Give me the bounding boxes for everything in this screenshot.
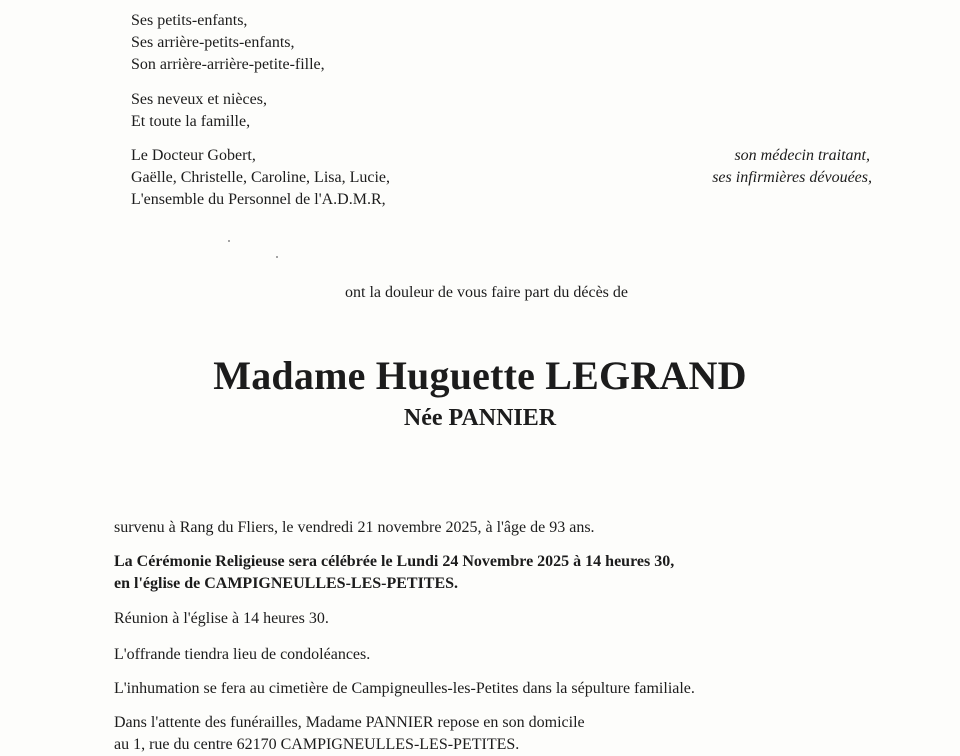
family-line: Son arrière-arrière-petite-fille, (131, 56, 325, 73)
paper-speck (228, 240, 230, 242)
maiden-name: Née PANNIER (403, 405, 557, 431)
paper-speck (276, 256, 278, 258)
meeting-info: Réunion à l'église à 14 heures 30. (114, 610, 329, 627)
ceremony-line: La Cérémonie Religieuse sera célébrée le Lundi 24 Novembre 2025 à 14 heures 30, (114, 553, 675, 570)
care-line: Le Docteur Gobert, (131, 147, 256, 164)
family-line: Ses petits-enfants, (131, 12, 248, 29)
care-line: Gaëlle, Christelle, Caroline, Lisa, Lucie, (131, 169, 391, 186)
ceremony-line: en l'église de CAMPIGNEULLES-LES-PETITES. (114, 575, 459, 592)
death-info: survenu à Rang du Fliers, le vendredi 21 novembre 2025, à l'âge de 93 ans. (114, 519, 595, 536)
care-role-line: ses infirmières dévouées, (712, 169, 872, 186)
burial-info: L'inhumation se fera au cimetière de Campigneulles-les-Petites dans la sépulture familiale. (114, 680, 695, 697)
announcement-text: ont la douleur de vous faire part du décès de (345, 284, 629, 301)
family-line: Et toute la famille, (131, 113, 251, 130)
offering-info: L'offrande tiendra lieu de condoléances. (114, 646, 371, 663)
care-role-line: son médecin traitant, (734, 147, 870, 164)
rest-info-line: Dans l'attente des funérailles, Madame PANNIER repose en son domicile (114, 714, 585, 731)
rest-info-line: au 1, rue du centre 62170 CAMPIGNEULLES-LES-PETITES. (114, 736, 520, 753)
family-line: Ses neveux et nièces, (131, 91, 267, 108)
family-line: Ses arrière-petits-enfants, (131, 34, 295, 51)
care-line: L'ensemble du Personnel de l'A.D.M.R, (131, 191, 386, 208)
deceased-name: Madame Huguette LEGRAND (213, 353, 747, 398)
